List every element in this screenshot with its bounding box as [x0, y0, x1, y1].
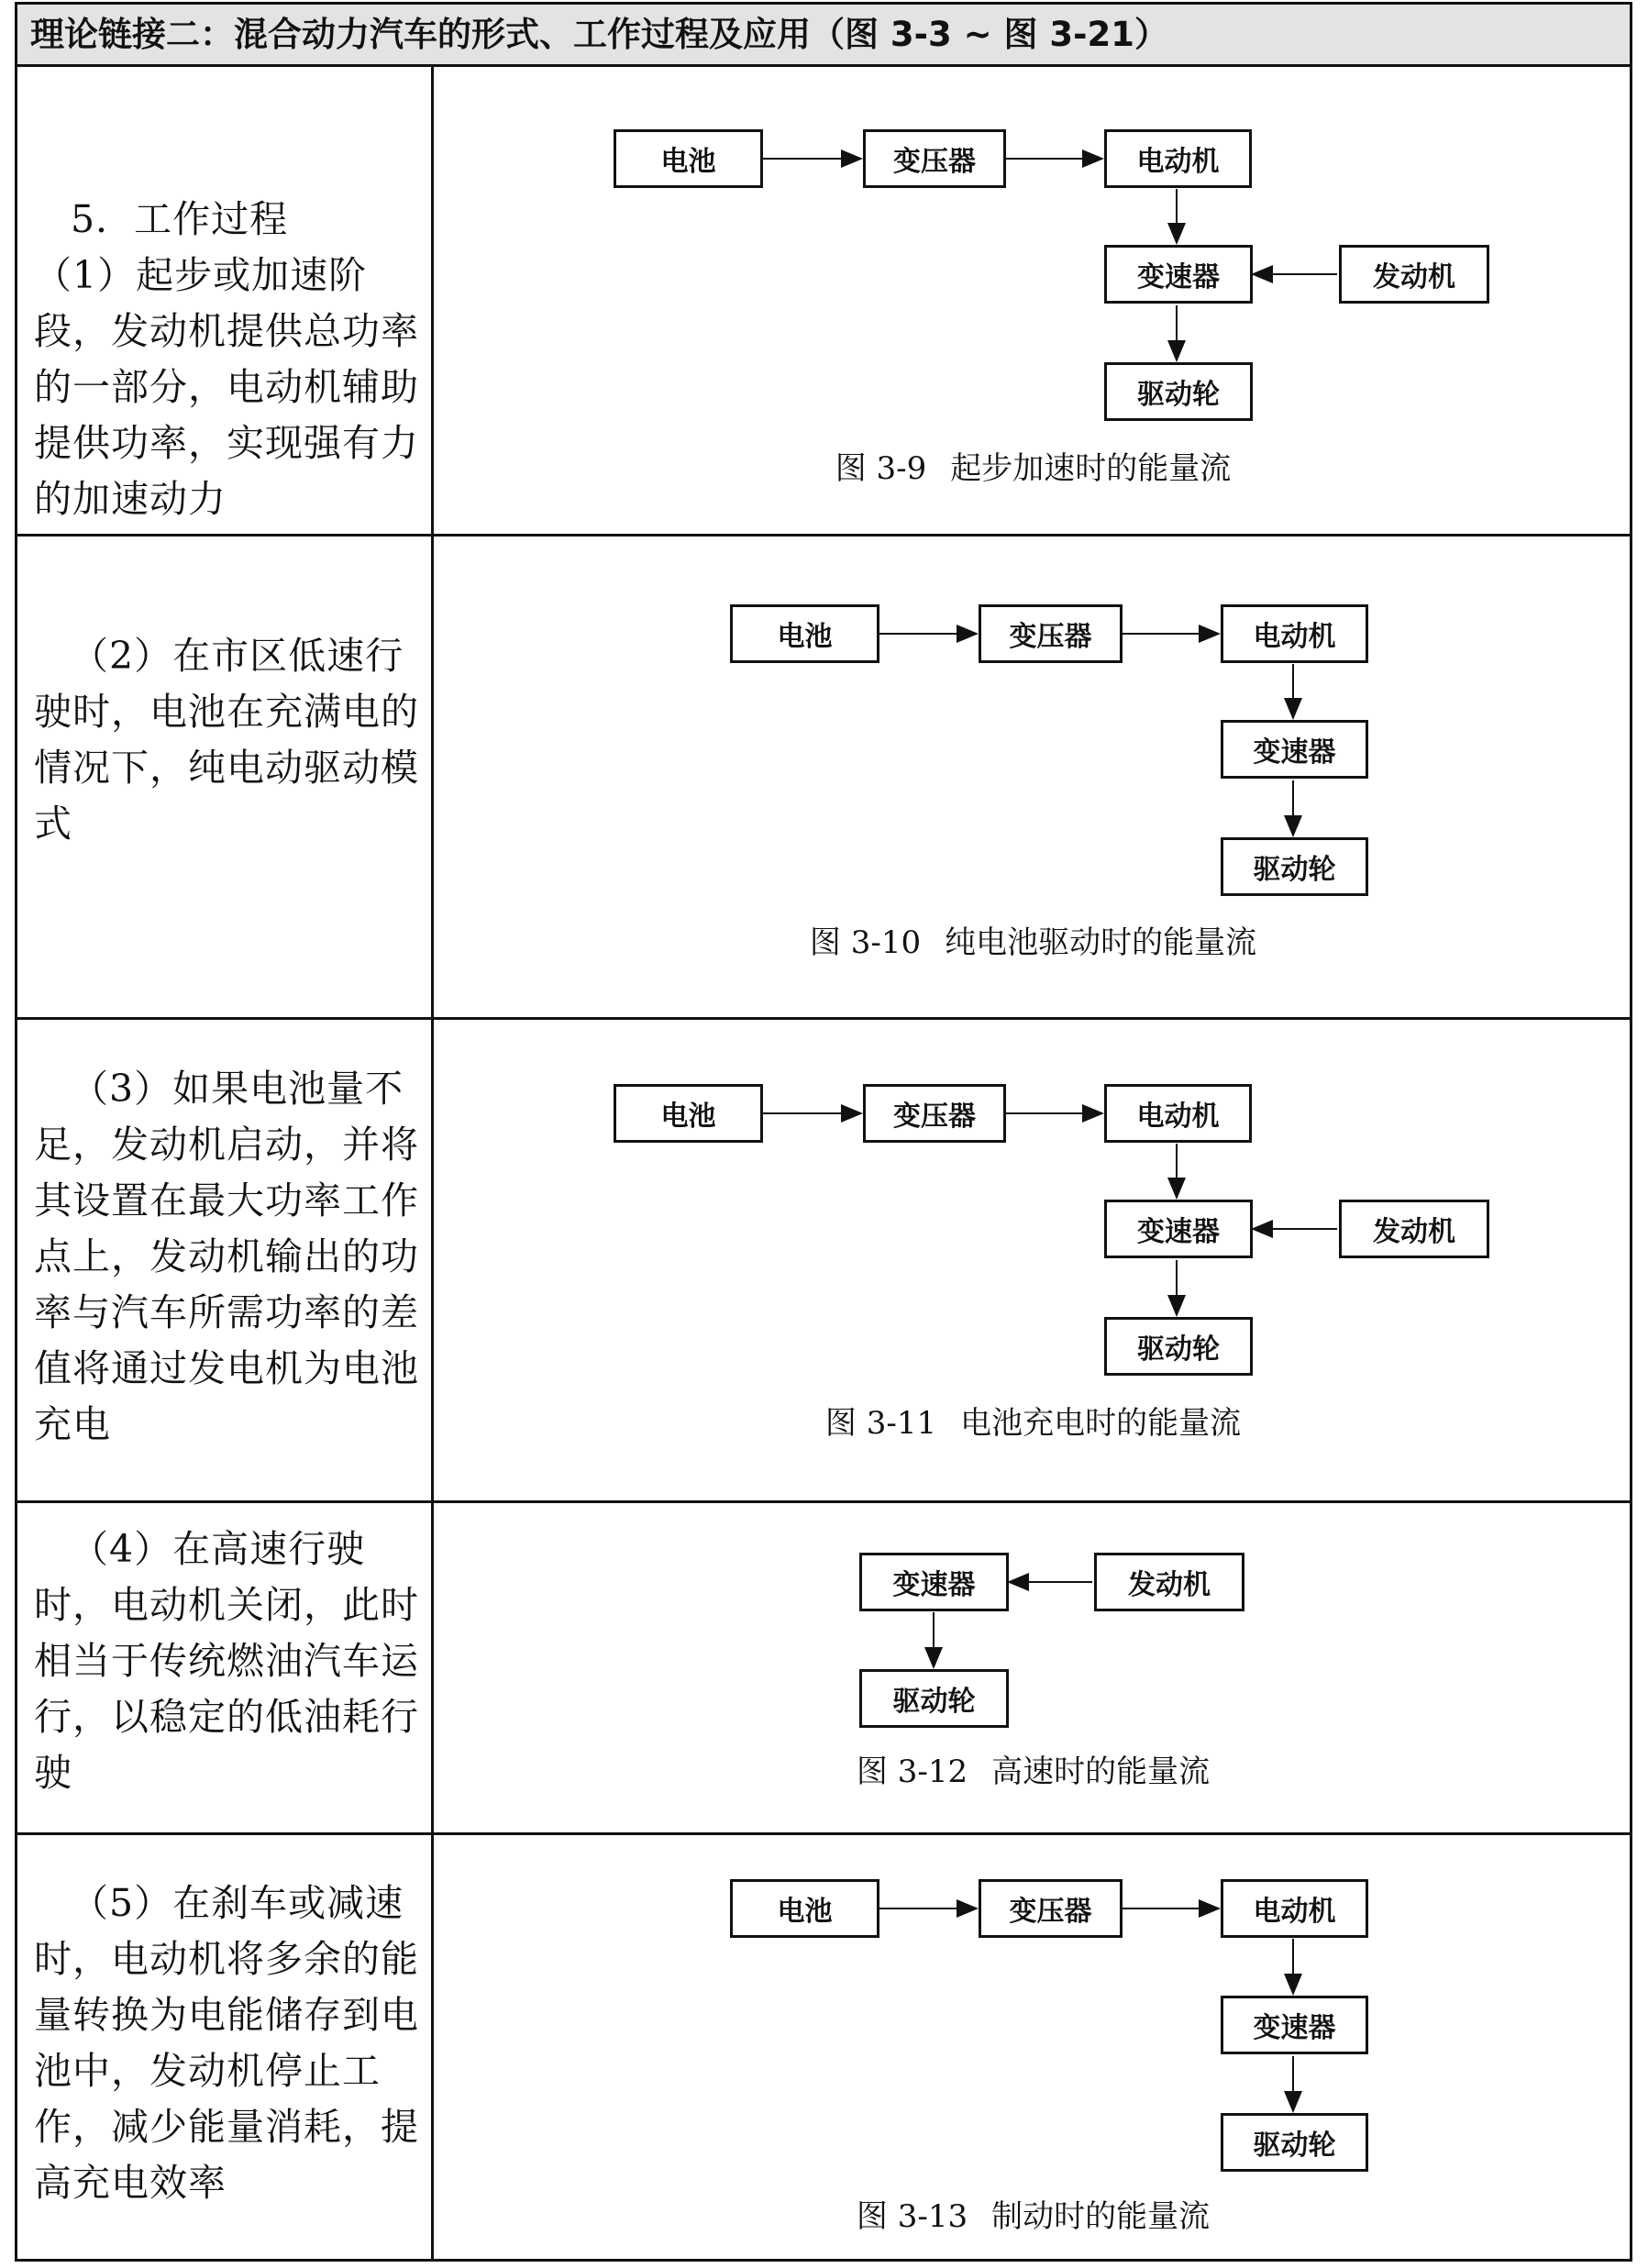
- row-text: （5）在刹车或减速时，电动机将多余的能量转换为电能储存到电池中，发动机停止工作，减少能量消耗，提高充电效率: [34, 1881, 419, 2205]
- figure-caption: [434, 1746, 1632, 1791]
- battery-block: 电池: [614, 1084, 763, 1143]
- content-table: [15, 2, 1632, 2262]
- table-row: [17, 1832, 1630, 2259]
- section-header: 理论链接二：混合动力汽车的形式、工作过程及应用（图 3-3 ~ 图 3-21）: [17, 5, 1630, 67]
- figure-title: 高速时的能量流: [991, 1754, 1211, 1790]
- table-row: [17, 1017, 1630, 1500]
- figure-caption: [434, 1398, 1632, 1443]
- wheel-block: 驱动轮: [1104, 362, 1253, 421]
- battery-block: 电池: [730, 1879, 879, 1938]
- engine-block: 发动机: [1339, 245, 1489, 304]
- figure-title: 起步加速时的能量流: [950, 450, 1232, 487]
- motor-block: 电动机: [1104, 129, 1252, 188]
- flow-diagram: [434, 1835, 1632, 2259]
- motor-block: 电动机: [1221, 1879, 1368, 1938]
- battery-block: 电池: [614, 129, 763, 188]
- table-row: [17, 1500, 1630, 1832]
- figure-title: 纯电池驱动时的能量流: [945, 924, 1257, 961]
- figure-caption: [434, 2191, 1632, 2236]
- figure-caption: [434, 917, 1632, 962]
- figure-title: 电池充电时的能量流: [960, 1405, 1242, 1442]
- row-text: [34, 136, 419, 583]
- transmission-block: 变速器: [1104, 1200, 1253, 1258]
- flow-diagram: [434, 1020, 1632, 1500]
- motor-block: 电动机: [1221, 604, 1368, 663]
- figure-number: 图 3-10: [809, 924, 922, 961]
- row-text-heading-inner: 5．工作过程 （1）起步或加速阶段，发动机提供总功率的一部分，电动机辅助提供功率，实现强有力的加速动力: [34, 197, 419, 521]
- figure-caption: [434, 443, 1632, 488]
- battery-block: 电池: [730, 604, 879, 663]
- figure-number: 图 3-11: [824, 1405, 937, 1442]
- engine-block: 发动机: [1094, 1553, 1244, 1611]
- transformer-block: 变压器: [979, 604, 1123, 663]
- figure-number: 图 3-9: [835, 450, 927, 487]
- row-text: （2）在市区低速行驶时，电池在充满电的情况下，纯电动驱动模式: [34, 634, 419, 846]
- wheel-block: 驱动轮: [1221, 837, 1368, 896]
- row-text-heading: [34, 192, 419, 527]
- figure-title: 制动时的能量流: [991, 2198, 1211, 2235]
- figure-number: 图 3-12: [856, 1754, 968, 1790]
- transmission-block: 变速器: [1221, 720, 1368, 779]
- table-row: [17, 534, 1630, 1017]
- column-divider: [431, 67, 434, 2259]
- wheel-block: 驱动轮: [1104, 1317, 1253, 1376]
- motor-block: 电动机: [1104, 1084, 1252, 1143]
- transmission-block: 变速器: [859, 1553, 1009, 1611]
- table-row: [17, 67, 1630, 534]
- engine-block: 发动机: [1339, 1200, 1489, 1258]
- transmission-block: 变速器: [1221, 1996, 1368, 2054]
- transformer-block: 变压器: [863, 129, 1006, 188]
- flow-diagram: [434, 1503, 1632, 1832]
- transmission-block: 变速器: [1104, 245, 1253, 304]
- flow-diagram: [434, 537, 1632, 1017]
- wheel-block: 驱动轮: [859, 1669, 1009, 1728]
- wheel-block: 驱动轮: [1221, 2113, 1368, 2172]
- flow-diagram: [434, 67, 1632, 534]
- figure-number: 图 3-13: [856, 2198, 968, 2235]
- transformer-block: 变压器: [979, 1879, 1123, 1938]
- row-text: （3）如果电池量不足，发动机启动，并将其设置在最大功率工作点上，发动机输出的功率与汽车所需功率的差值将通过发电机为电池充电: [34, 1067, 419, 1446]
- row-text: （4）在高速行驶时，电动机关闭，此时相当于传统燃油汽车运行，以稳定的低油耗行驶: [34, 1527, 419, 1795]
- transformer-block: 变压器: [863, 1084, 1006, 1143]
